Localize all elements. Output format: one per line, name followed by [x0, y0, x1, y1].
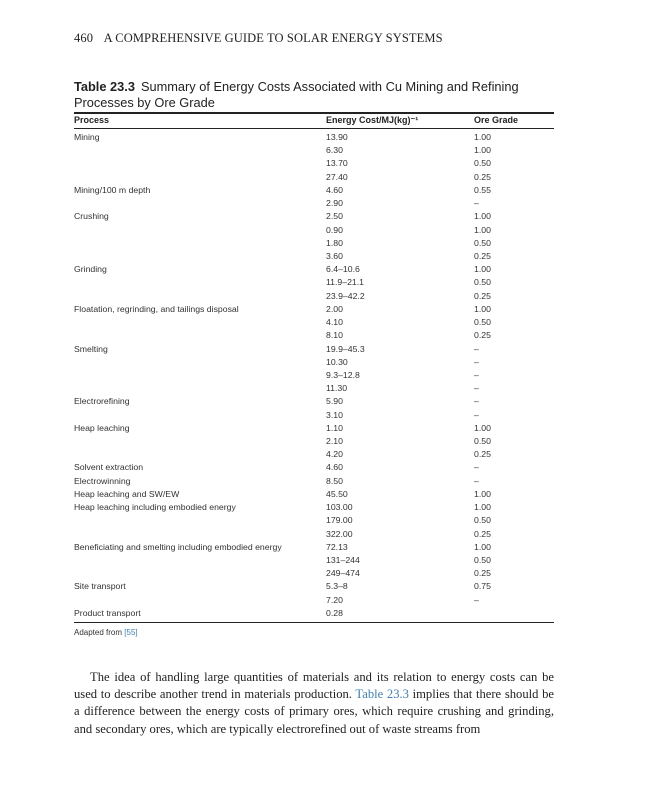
- table-row: [0, 382, 647, 395]
- table-row: [0, 395, 647, 408]
- table-top-rule: [74, 112, 554, 114]
- cell-process: Mining/100 m depth: [74, 184, 151, 195]
- cell-process: Product transport: [74, 607, 141, 618]
- cell-energy-cost: 10.30: [326, 356, 348, 367]
- cell-energy-cost: 5.90: [326, 396, 343, 407]
- header-ore-grade: Ore Grade: [474, 115, 519, 125]
- cell-energy-cost: 72.13: [326, 541, 348, 552]
- cell-ore-grade: 1.00: [474, 422, 491, 433]
- table-row: [0, 580, 647, 593]
- cell-energy-cost: 249–474: [326, 568, 360, 579]
- cell-ore-grade: 0.25: [474, 171, 491, 182]
- cell-energy-cost: 2.90: [326, 198, 343, 209]
- cell-ore-grade: 1.00: [474, 502, 491, 513]
- body-paragraph: [74, 669, 554, 738]
- cell-process: Heap leaching: [74, 422, 130, 433]
- cell-process: Floatation, regrinding, and tailings disposal: [74, 303, 239, 314]
- cell-ore-grade: –: [474, 409, 479, 420]
- cell-energy-cost: 9.3–12.8: [326, 369, 360, 380]
- table-row: [0, 554, 647, 567]
- cell-energy-cost: 131–244: [326, 555, 360, 565]
- cell-energy-cost: 3.10: [326, 409, 343, 420]
- table-row: [0, 303, 647, 316]
- table-row: [0, 290, 647, 303]
- cell-ore-grade: 1.00: [474, 145, 491, 156]
- cell-process: Electrorefining: [74, 396, 130, 407]
- table-row: [0, 514, 647, 527]
- cell-process: Heap leaching including embodied energy: [74, 502, 236, 513]
- cell-process: Crushing: [74, 211, 109, 222]
- cell-ore-grade: –: [474, 383, 479, 394]
- cell-energy-cost: 2.00: [326, 303, 343, 314]
- table-row: [0, 171, 647, 184]
- cell-ore-grade: 0.25: [474, 330, 491, 341]
- cell-energy-cost: 179.00: [326, 515, 353, 526]
- table-row: [0, 501, 647, 514]
- cell-energy-cost: 4.60: [326, 462, 343, 473]
- table-row: [0, 224, 647, 237]
- body-text-part1: The idea of handling large quantities of materials and its relation to energy costs can be used to describe another trend in materials production.: [74, 670, 554, 702]
- cell-ore-grade: 0.25: [474, 449, 491, 460]
- cell-ore-grade: –: [474, 396, 479, 407]
- cell-energy-cost: 11.9–21.1: [326, 277, 365, 288]
- cell-ore-grade: 0.25: [474, 528, 491, 539]
- cell-ore-grade: 0.50: [474, 555, 491, 565]
- cell-energy-cost: 11.30: [326, 383, 348, 394]
- cell-ore-grade: 0.50: [474, 515, 491, 526]
- running-head: [74, 31, 443, 46]
- table-row: [0, 329, 647, 342]
- cell-ore-grade: 0.75: [474, 581, 491, 592]
- cell-energy-cost: 6.4–10.6: [326, 264, 360, 275]
- cell-energy-cost: 6.30: [326, 145, 343, 156]
- cell-ore-grade: 1.00: [474, 211, 491, 222]
- table-body: [0, 131, 647, 620]
- cell-process: Solvent extraction: [74, 462, 144, 473]
- table-row: [0, 607, 647, 620]
- table-row: [0, 197, 647, 210]
- table-row: [0, 276, 647, 289]
- cell-ore-grade: –: [474, 198, 479, 209]
- table-row: [0, 263, 647, 276]
- cell-ore-grade: 0.25: [474, 250, 491, 261]
- cell-ore-grade: –: [474, 475, 479, 486]
- source-prefix: Adapted from: [74, 628, 123, 637]
- table-row: [0, 369, 647, 382]
- table-source-note: [74, 628, 138, 637]
- cell-energy-cost: 103.00: [326, 502, 353, 513]
- cell-ore-grade: 1.00: [474, 132, 491, 142]
- table-row: [0, 594, 647, 607]
- cell-energy-cost: 4.20: [326, 449, 343, 460]
- cell-ore-grade: –: [474, 356, 479, 367]
- table-row: [0, 567, 647, 580]
- cell-ore-grade: 1.00: [474, 541, 491, 552]
- cell-ore-grade: –: [474, 369, 479, 380]
- cell-process: Heap leaching and SW/EW: [74, 488, 180, 499]
- table-row: [0, 184, 647, 197]
- table-row: [0, 316, 647, 329]
- cell-ore-grade: 1.00: [474, 488, 491, 499]
- cell-process: Grinding: [74, 264, 107, 275]
- table-row: [0, 475, 647, 488]
- cell-energy-cost: 13.70: [326, 158, 348, 169]
- cell-ore-grade: 0.50: [474, 436, 491, 447]
- table-row: [0, 409, 647, 422]
- cell-energy-cost: 322.00: [326, 528, 353, 539]
- table-row: [0, 144, 647, 157]
- cell-energy-cost: 0.28: [326, 607, 343, 618]
- cell-ore-grade: 0.50: [474, 317, 491, 328]
- table-header-rule: [74, 128, 554, 129]
- header-energy-cost: Energy Cost/MJ(kg)⁻¹: [326, 115, 419, 125]
- cell-energy-cost: 5.3–8: [326, 581, 348, 592]
- cell-ore-grade: 1.00: [474, 303, 491, 314]
- cell-ore-grade: –: [474, 343, 479, 354]
- cell-energy-cost: 3.60: [326, 250, 343, 261]
- cell-energy-cost: 2.10: [326, 436, 343, 447]
- cell-energy-cost: 7.20: [326, 594, 343, 605]
- cell-energy-cost: 23.9–42.2: [326, 290, 365, 301]
- cell-energy-cost: 4.60: [326, 184, 343, 195]
- table-row: [0, 488, 647, 501]
- cell-process: Electrowinning: [74, 475, 131, 486]
- source-reference-link[interactable]: [55]: [124, 628, 138, 637]
- running-head-title: A COMPREHENSIVE GUIDE TO SOLAR ENERGY SYSTEMS: [103, 31, 443, 45]
- cell-energy-cost: 27.40: [326, 171, 348, 182]
- cell-energy-cost: 1.10: [326, 422, 343, 433]
- cell-ore-grade: 1.00: [474, 264, 491, 275]
- cell-ore-grade: –: [474, 594, 479, 605]
- cell-ore-grade: 0.25: [474, 568, 491, 579]
- cell-energy-cost: 19.9–45.3: [326, 343, 365, 354]
- cell-energy-cost: 8.10: [326, 330, 343, 341]
- cell-energy-cost: 13.90: [326, 132, 348, 142]
- cell-ore-grade: 0.50: [474, 158, 491, 169]
- cell-ore-grade: 0.50: [474, 237, 491, 248]
- cell-energy-cost: 2.50: [326, 211, 343, 222]
- table-row: [0, 422, 647, 435]
- table-row: [0, 237, 647, 250]
- cell-ore-grade: 0.50: [474, 277, 491, 288]
- body-text-part2: implies that there should be a difference between the energy costs of primary ores, which require crushing and grinding, and secondary ores, which are typically electrorefined out of waste streams from: [74, 687, 554, 736]
- table-row: [0, 528, 647, 541]
- cell-energy-cost: 45.50: [326, 488, 348, 499]
- table-row: [0, 435, 647, 448]
- table-row: [0, 343, 647, 356]
- cell-energy-cost: 1.80: [326, 237, 343, 248]
- cell-process: Smelting: [74, 343, 108, 354]
- cell-ore-grade: 0.25: [474, 290, 491, 301]
- table-header-row: [0, 115, 647, 128]
- cell-process: Site transport: [74, 581, 126, 592]
- table-row: [0, 131, 647, 144]
- cell-energy-cost: 0.90: [326, 224, 343, 235]
- cell-energy-cost: 8.50: [326, 475, 343, 486]
- table-row: [0, 356, 647, 369]
- table-row: [0, 157, 647, 170]
- cell-ore-grade: 0.55: [474, 184, 491, 195]
- cell-energy-cost: 4.10: [326, 317, 343, 328]
- table-caption-text: Summary of Energy Costs Associated with Cu Mining and Refining Processes by Ore Grade: [74, 79, 519, 110]
- table-row: [0, 448, 647, 461]
- page-number: 460: [74, 31, 94, 45]
- cell-ore-grade: 1.00: [474, 224, 491, 235]
- cell-ore-grade: –: [474, 462, 479, 473]
- table-bottom-rule: [74, 622, 554, 623]
- cell-process: Mining: [74, 132, 100, 142]
- table-cross-reference-link[interactable]: Table 23.3: [355, 687, 409, 702]
- table-row: [0, 250, 647, 263]
- table-row: [0, 210, 647, 223]
- table-row: [0, 461, 647, 474]
- header-process: Process: [74, 115, 110, 125]
- table-row: [0, 541, 647, 554]
- cell-process: Beneficiating and smelting including embodied energy: [74, 541, 282, 552]
- table-label: Table 23.3: [74, 79, 135, 94]
- table-caption: [74, 79, 554, 110]
